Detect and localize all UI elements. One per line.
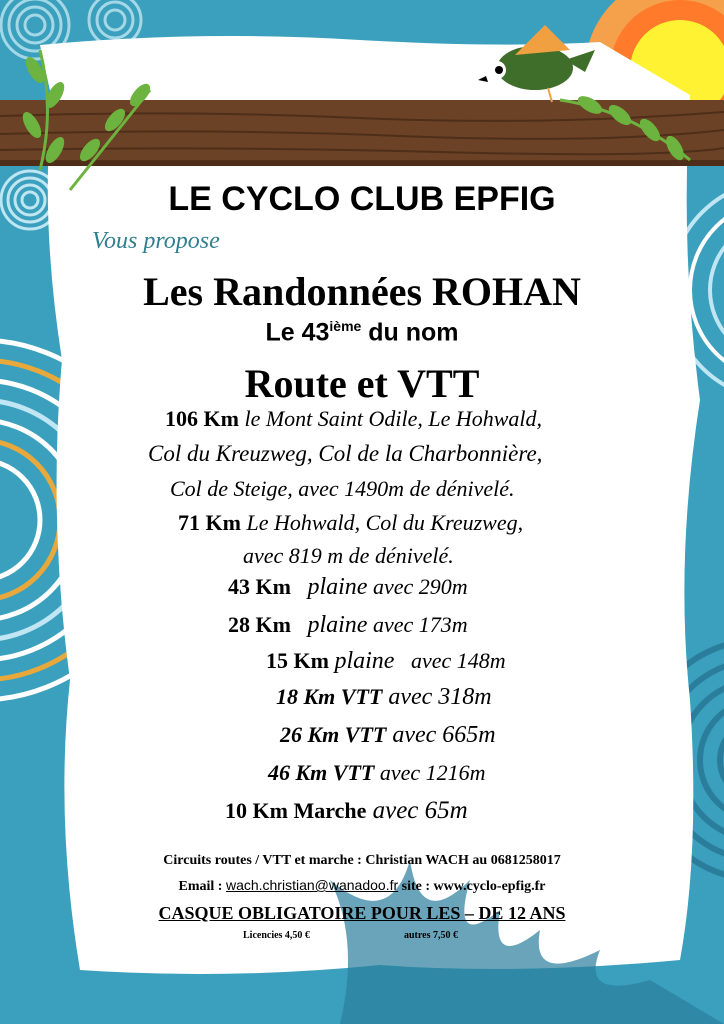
vtt-26 [280, 722, 496, 749]
route-106-distance: 106 Km [165, 406, 239, 431]
route-106-line1 [165, 406, 542, 432]
route-106-line3: Col de Steige, avec 1490m de dénivelé. [170, 476, 515, 501]
route-43-distance: 43 Km [228, 574, 291, 599]
casque-obligatoire: CASQUE OBLIGATOIRE POUR LES – DE 12 ANS [158, 903, 566, 923]
route-71-line2: avec 819 m de dénivelé. [243, 543, 454, 568]
route-71-desc1: Le Hohwald, Col du Kreuzweg, [240, 510, 524, 535]
route-28-elev: avec 173m [367, 612, 468, 637]
route-28 [228, 612, 468, 639]
vtt-46-distance: 46 Km VTT [268, 760, 375, 785]
vtt-46 [268, 760, 486, 786]
edition-line [0, 318, 724, 347]
route-43-elev: avec 290m [367, 574, 468, 599]
paper-sheet [40, 36, 700, 974]
vtt-26-distance: 26 Km VTT [280, 722, 387, 747]
route-15-distance: 15 Km [266, 648, 329, 673]
email-link[interactable]: wach.christian@wanadoo.fr [225, 877, 399, 893]
route-106-line2: Col du Kreuzweg, Col de la Charbonnière, [148, 441, 543, 466]
route-71-distance: 71 Km [178, 510, 241, 535]
site-label: site : [398, 879, 434, 894]
site-url[interactable]: www.cyclo-epfig.fr [433, 879, 546, 894]
route-vtt-heading: Route et VTT [244, 361, 480, 406]
route-43-type: plaine [307, 574, 368, 600]
vtt-18 [276, 684, 492, 711]
route-71-line1 [178, 510, 523, 536]
route-15-elev: avec 148m [405, 648, 506, 673]
vtt-18-distance: 18 Km VTT [276, 684, 383, 709]
contact-line: Circuits routes / VTT et marche : Christian WACH au 0681258017 [163, 853, 561, 868]
email-label: Email : [178, 879, 226, 894]
vtt-46-elev: avec 1216m [374, 760, 486, 785]
marche-10 [225, 797, 468, 825]
event-title: Les Randonnées ROHAN [143, 269, 581, 314]
price-licencies: Licencies 4,50 € [243, 930, 310, 941]
route-15 [266, 648, 506, 675]
price-autres: autres 7,50 € [404, 930, 458, 941]
route-43 [228, 574, 468, 601]
route-106-desc1: le Mont Saint Odile, Le Hohwald, [238, 406, 543, 431]
vtt-18-elev: avec 318m [382, 684, 492, 710]
email-site-line [0, 877, 724, 895]
marche-10-distance: 10 Km Marche [225, 798, 367, 823]
edition-prefix: Le 43 [265, 318, 330, 347]
marche-10-elev: avec 65m [366, 797, 468, 824]
vtt-26-elev: avec 665m [386, 722, 496, 748]
vous-propose-text: Vous propose [92, 228, 220, 254]
route-15-type: plaine [334, 648, 395, 674]
edition-superscript: ième [329, 318, 362, 334]
edition-suffix: du nom [361, 318, 459, 347]
club-title: LE CYCLO CLUB EPFIG [168, 180, 556, 218]
route-28-distance: 28 Km [228, 612, 291, 637]
route-28-type: plaine [307, 612, 368, 638]
